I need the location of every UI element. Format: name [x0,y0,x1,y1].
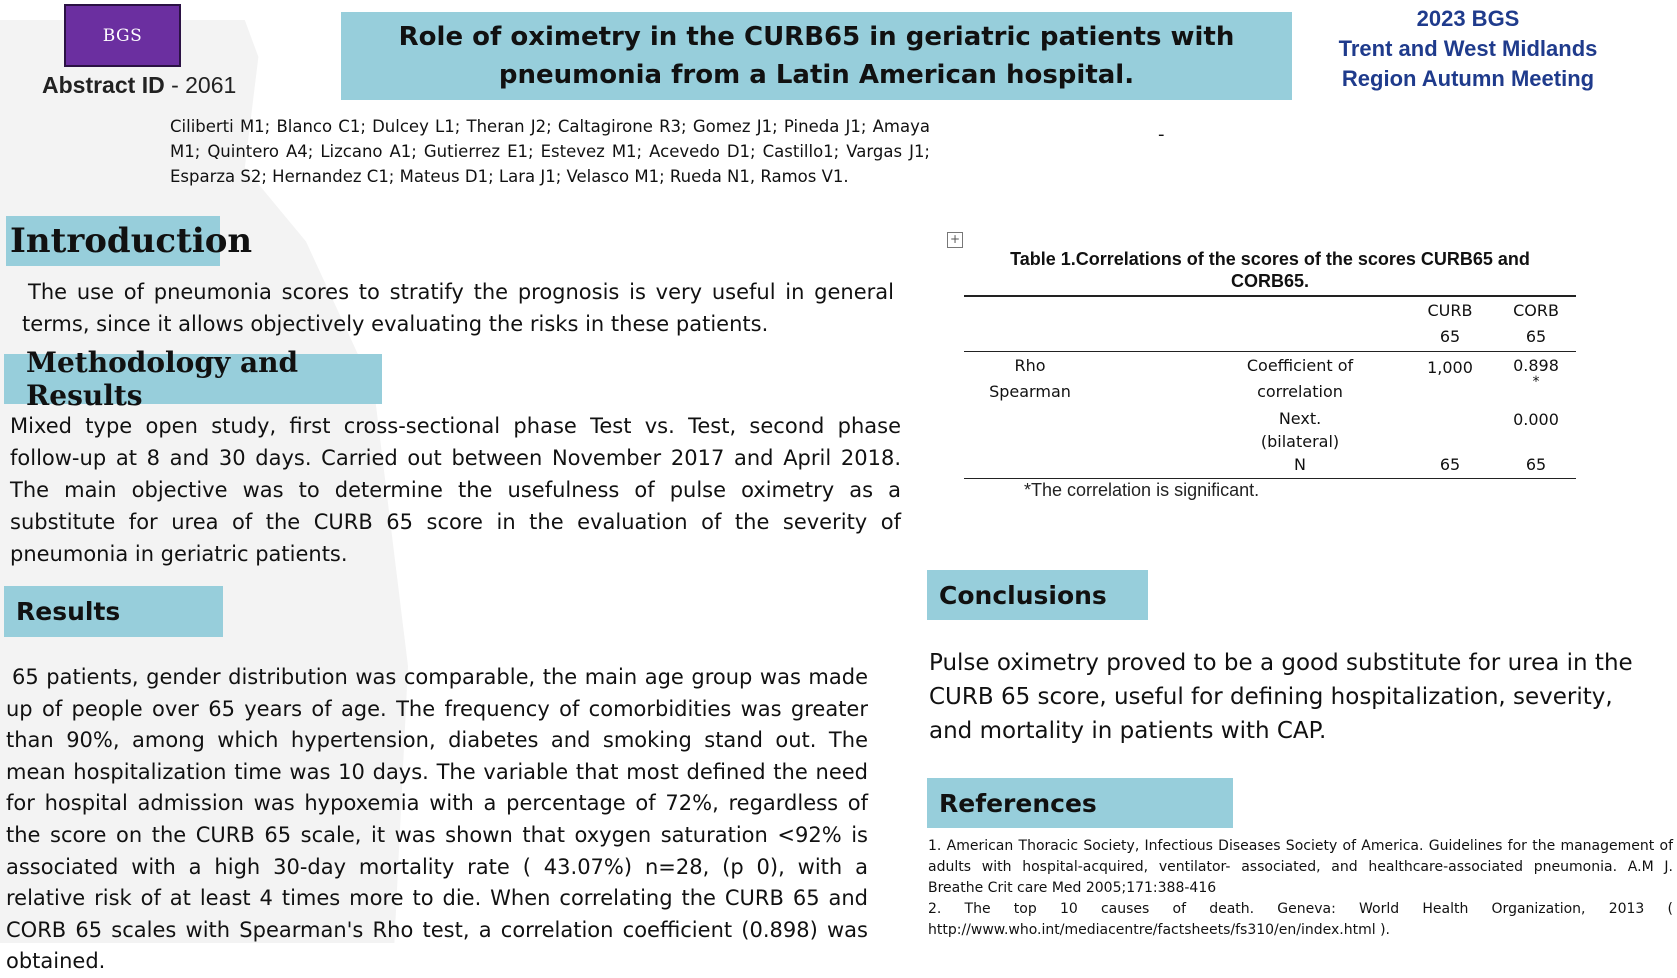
introduction-text: The use of pneumonia scores to stratify the prognosis is very useful in general terms, since it allows objectively evaluating the risks in these patients. [22,280,894,336]
corb-coefficient-value: 0.898 [1513,356,1559,375]
abstract-number: - 2061 [164,72,237,98]
references-heading-text: References [939,788,1097,818]
corb-coefficient [1496,353,1576,390]
curb-coefficient: 1,000 [1427,358,1473,377]
stat-significance-line2: (bilateral) [1260,432,1340,451]
row-label-spearman: Spearman [989,382,1071,401]
corb-n: 65 [1525,455,1547,474]
logo-text: BGS [102,25,143,46]
reference-item: 2. The top 10 causes of death. Geneva: World Health Organization, 2013 ( http://www.who.int/mediacentre/factsheets/fs310/en/index.html ). [928,901,1673,938]
stat-coefficient-line1: Coefficient of [1246,356,1354,375]
col-curb-line2: 65 [1439,327,1461,346]
title-text: Role of oximetry in the CURB65 in geriatric patients with pneumonia from a Latin American hospital. [398,22,1235,90]
abstract-id [42,72,236,99]
conclusions-heading-text: Conclusions [939,580,1107,610]
introduction-heading-text: Introduction [10,221,253,261]
stat-significance [1220,407,1380,453]
introduction-heading [6,216,253,266]
conclusions-text: Pulse oximetry proved to be a good substitute for urea in the CURB 65 score, useful for defining hospitalization, severity, and mortality in patients with CAP. [929,650,1633,744]
table-row-label [980,353,1080,405]
references-list [928,836,1673,941]
col-corb-line1: CORB [1513,301,1559,320]
table-footnote: *The correlation is significant. [1024,480,1260,500]
author-list: Ciliberti M1; Blanco C1; Dulcey L1; Theran J2; Caltagirone R3; Gomez J1; Pineda J1; Amaya M1; Quintero A4; Lizcano A1; Gutierrez E1; Estevez M1; Acevedo D1; Castillo1; Vargas J1; Esparza S2; Hernandez C1; Mateus D1; Lara J1; Velasco M1; Rueda N1, Ramos V1. [170,117,930,186]
corb-coefficient-star: * [1532,374,1540,390]
methodology-heading [4,346,382,412]
table-header-rule [964,351,1576,352]
corb-significance: 0.000 [1513,410,1559,429]
table-move-icon[interactable]: + [947,232,963,248]
table-caption: Table 1.Correlations of the scores of the scores CURB65 and CORB65. [1010,249,1530,291]
results-heading [4,586,223,637]
bgs-logo [64,4,181,67]
stat-n: N [1294,455,1306,474]
table-bottom-rule [964,478,1576,479]
results-heading-text: Results [16,597,121,626]
meeting-year: 2023 BGS [1416,6,1520,31]
conclusions-heading [927,570,1148,620]
stat-coefficient-line2: correlation [1257,382,1343,401]
col-corb-line2: 65 [1525,327,1547,346]
meeting-info [1318,4,1618,94]
poster-title [341,12,1292,100]
table-col-corb [1496,298,1576,350]
stat-coefficient [1220,353,1380,405]
results-text: 65 patients, gender distribution was comparable, the main age group was made up of people over 65 years of age. The frequency of comorbidities was greater than 90%, among which hypertension, diabetes and smoking stand out. The mean hospitalization time was 10 days. The variable that most defined the need for hospital admission was hypoxemia with a percentage of 72%, regardless of the score on the CURB 65 scale, it was shown that oxygen saturation <92% is associated with a high 30-day mortality rate ( 43.07%) n=28, (p 0), with a relative risk of at least 4 times more to die. When correlating the CURB 65 and CORB 65 scales with Spearman's Rho test, a correlation coefficient (0.898) was obtained. [6,665,868,974]
meeting-region: Trent and West Midlands [1338,36,1598,61]
col-curb-line1: CURB [1427,301,1473,320]
table-top-rule [964,295,1576,297]
dash-mark: - [1158,124,1165,145]
stat-significance-line1: Next. [1278,409,1322,428]
meeting-name: Region Autumn Meeting [1341,66,1595,91]
reference-item: 1. American Thoracic Society, Infectious Diseases Society of America. Guidelines for the management of adults with hospital-acquired, ventilator- associated, and healthcare-associated pneumonia. A.M J. Breathe Crit care Med 2005;171:388-416 [928,838,1673,896]
abstract-label: Abstract ID [42,72,165,98]
row-label-rho: Rho [1014,356,1046,375]
references-heading [927,778,1233,828]
methodology-heading-text: Methodology and Results [26,346,299,412]
curb-n: 65 [1439,455,1461,474]
table-col-curb [1410,298,1490,350]
methodology-text: Mixed type open study, first cross-sectional phase Test vs. Test, second phase follow-up at 8 and 30 days. Carried out between November 2017 and April 2018. The main objective was to determine the usefulness of pulse oximetry as a substitute for urea of the CURB 65 score in the evaluation of the severity of pneumonia in geriatric patients. [10,414,901,566]
